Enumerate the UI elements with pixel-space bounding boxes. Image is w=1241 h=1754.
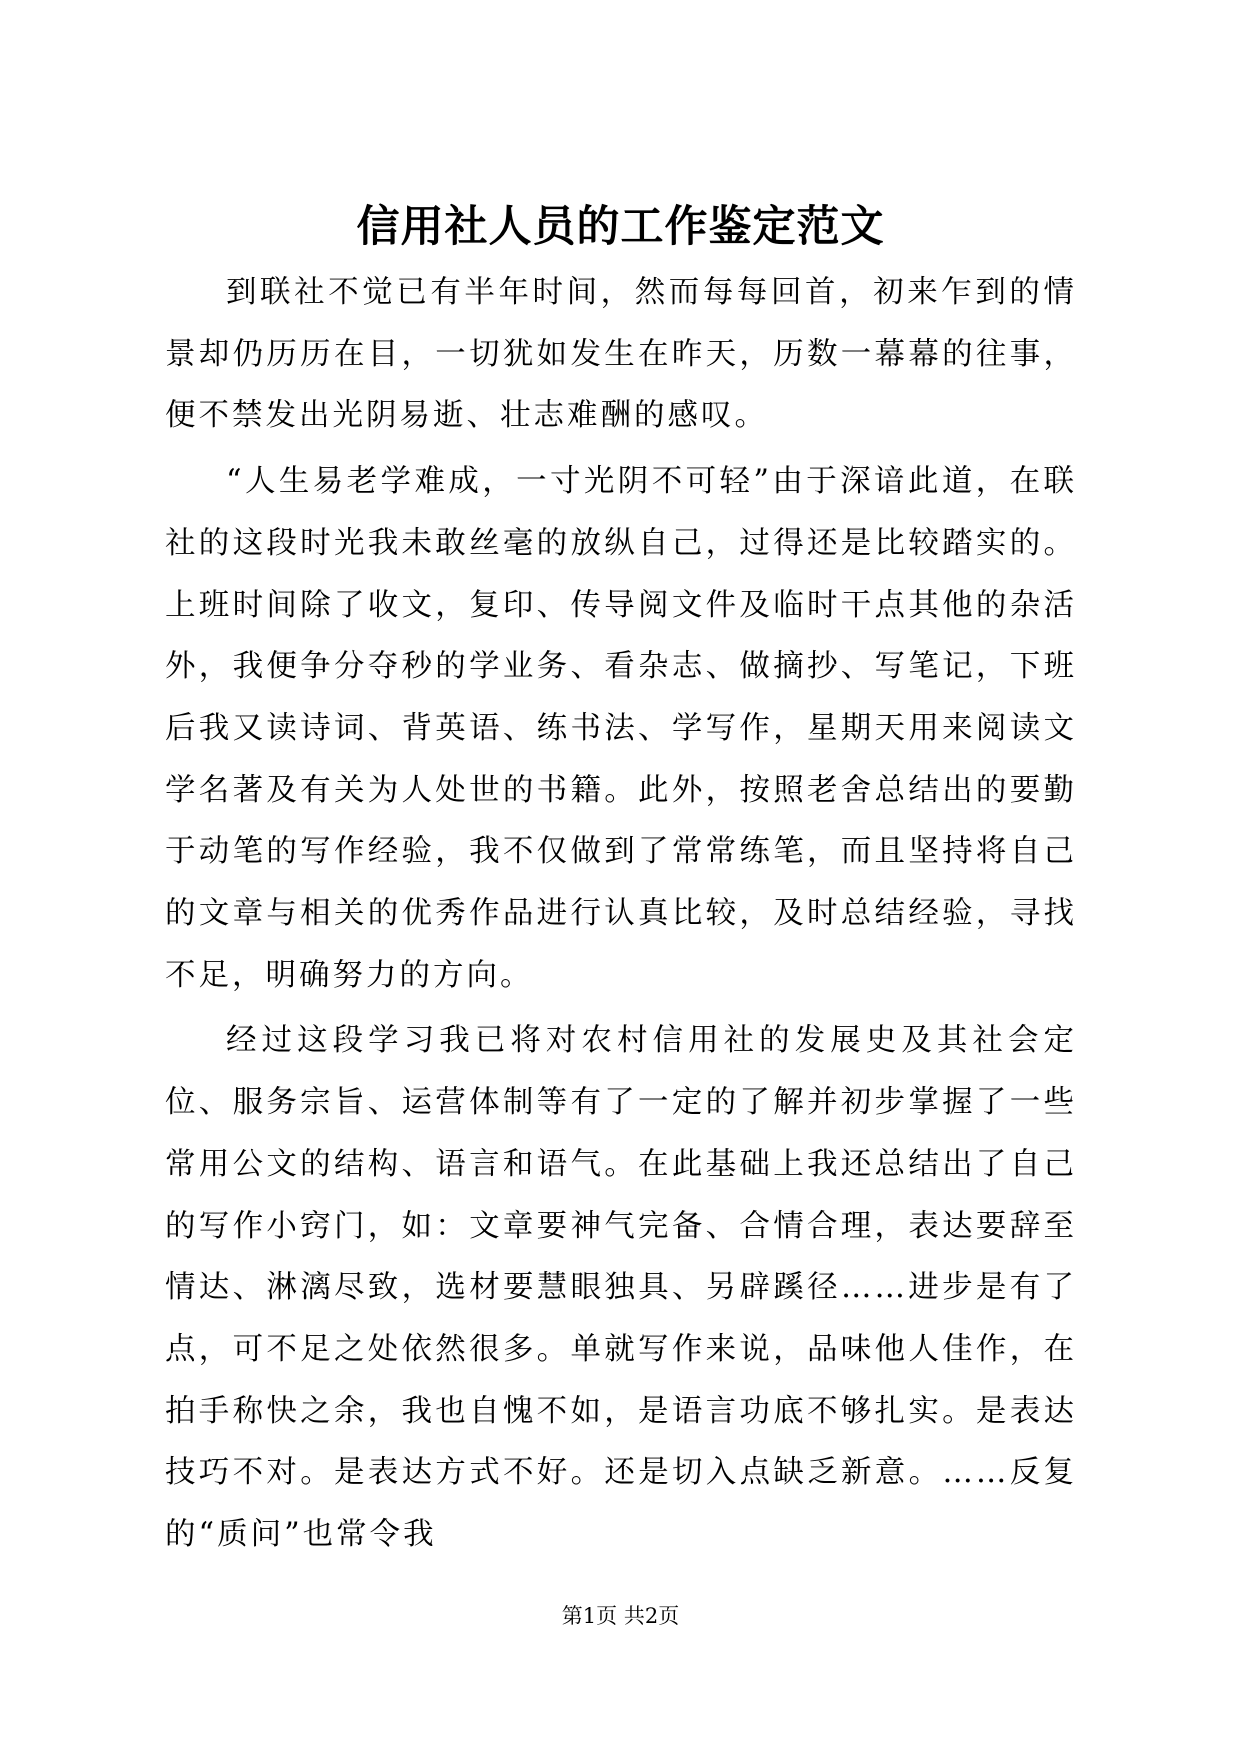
paragraph-2: “人生易老学难成，一寸光阴不可轻”由于深谙此道，在联社的这段时光我未敢丝毫的放纵自己，过得还是比较踏实的。上班时间除了收文，复印、传导阅文件及临时干点其他的杂活外，我便争分夺秒的学业务、看杂志、做摘抄、写笔记，下班后我又读诗词、背英语、练书法、学写作，星期天用来阅读文学名著及有关为人处世的书籍。此外，按照老舍总结出的要勤于动笔的写作经验，我不仅做到了常常练笔，而且坚持将自己的文章与相关的优秀作品进行认真比较，及时总结经验，寻找不足，明确努力的方向。 <box>165 464 1077 993</box>
paragraph-3: 经过这段学习我已将对农村信用社的发展史及其社会定位、服务宗旨、运营体制等有了一定的了解并初步掌握了一些常用公文的结构、语言和语气。在此基础上我还总结出了自己的写作小窍门，如：文章要神气完备、合情合理，表达要辞至情达、淋漓尽致，选材要慧眼独具、另辟蹊径……进步是有了点，可不足之处依然很多。单就写作来说，品味他人佳作，在拍手称快之余，我也自愧不如，是语言功底不够扎实。是表达技巧不对。是表达方式不好。还是切入点缺乏新意。……反复的“质问”也常令我 <box>165 1023 1077 1553</box>
document-title: 信用社人员的工作鉴定范文 <box>356 202 885 252</box>
paragraph-1: 到联社不觉已有半年时间，然而每每回首，初来乍到的情景却仍历历在目，一切犹如发生在昨天，历数一幕幕的往事，便不禁发出光阴易逝、壮志难酬的感叹。 <box>165 275 1077 434</box>
document-body <box>165 262 1077 1566</box>
page-number-footer: 第1页 共2页 <box>561 1604 680 1628</box>
